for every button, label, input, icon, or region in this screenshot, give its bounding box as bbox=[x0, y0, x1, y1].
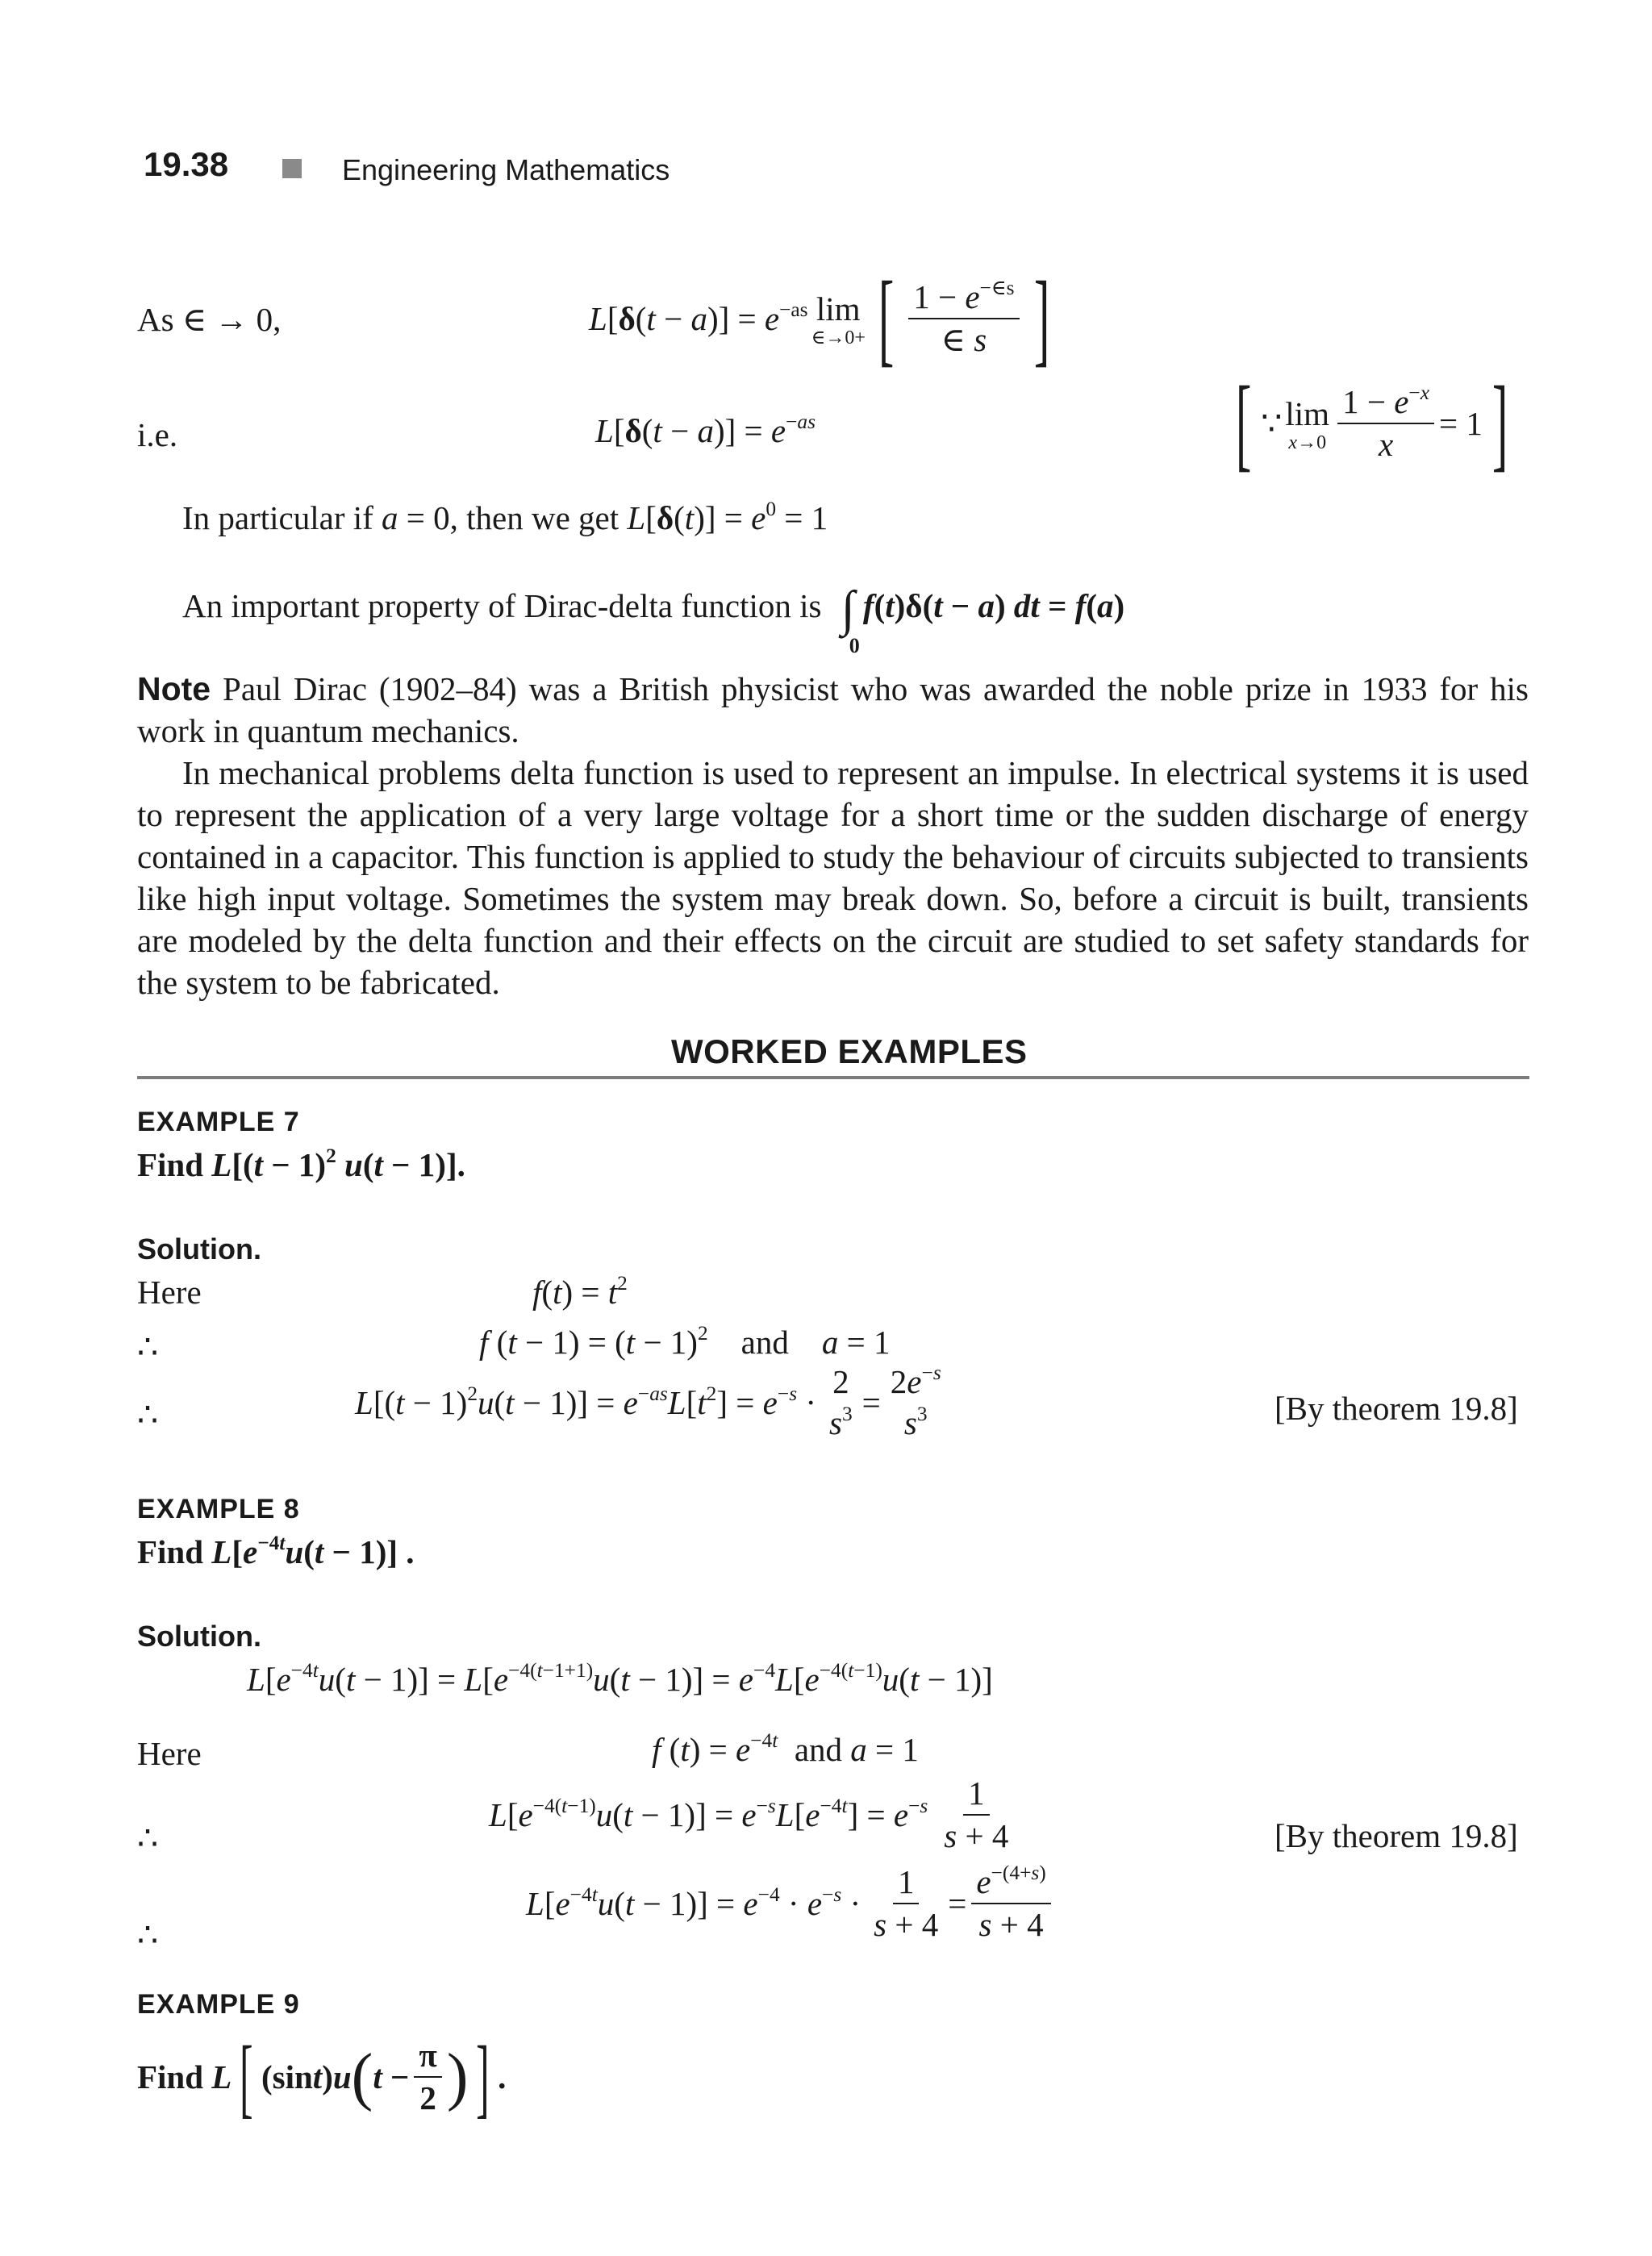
example-7-theorem-ref: [By theorem 19.8] bbox=[1274, 1390, 1518, 1427]
example-8-here: Here bbox=[137, 1735, 202, 1772]
example-8-ft: f $(t) = e^{-4t}$ and a = 1 bbox=[652, 1728, 919, 1768]
reason-bracket: [ ∵ lim x→0 $\frac{1 - e^{-x}}{x}$ = 1 ] bbox=[1235, 365, 1508, 482]
impulse-paragraph: In mechanical problems delta function is used to represent an impulse. In electrical systems it is used to represent the application of a very large voltage for a short time or the sudden discharge of energy contained in a capacitor. This function is applied to study the behaviour of circuits subjected to transients like high input voltage. Sometimes the system may break down. So, before a circuit is built, transients are modeled by the delta function and their effects on the circuit are studied to set safety standards for the system to be fabricated. bbox=[137, 754, 1529, 1001]
particular-case-line: In particular if a = 0, then we get $L[\delta(t)] = e^0 = 1$ bbox=[182, 497, 828, 536]
equation-laplace-delta-limit: $L[\delta(t - a)] = e^{-as}$ lim ∈→0+ [ $\frac{1 - e^{-\in s}}{\in s}$ ] bbox=[589, 261, 1049, 377]
property-line: An important property of Dirac-delta function is ∫ 0 f(t)δ(t − a) dt = f(a) bbox=[182, 582, 1125, 657]
ie-label: i.e. bbox=[137, 416, 178, 453]
example-8-result: $L[e^{-4t}u(t - 1)] = e^{-4} \cdot e^{-s}$ · $\frac{1}{s + 4}$ = $\frac{e^{-(4+s)}}{s + 4}$ bbox=[526, 1863, 1056, 1944]
example-7-heading: EXAMPLE 7 bbox=[137, 1107, 300, 1137]
book-title: Engineering Mathematics bbox=[342, 153, 670, 186]
example-9-statement: Find L [ (sint)u ( t − $\frac{\pi}{2}$ ) ] . bbox=[137, 2028, 507, 2126]
example-8-rewrite: $L[e^{-4t}u(t - 1)] = L[e^{-4(t-1+1)}u(t - 1)] = e^{-4}L[e^{-4(t-1)}u(t - 1)]$ bbox=[247, 1658, 993, 1698]
note-paragraph bbox=[137, 668, 1529, 752]
note-label: Note bbox=[137, 670, 211, 707]
example-7-ft: $f(t) = t^2$ bbox=[532, 1271, 628, 1311]
example-8-heading: EXAMPLE 8 bbox=[137, 1494, 300, 1524]
example-7-shift: f $(t - 1) = (t - 1)^2$ and a = 1 bbox=[479, 1321, 891, 1361]
example-7-here: Here bbox=[137, 1274, 202, 1311]
therefore-symbol: ∴ bbox=[137, 1396, 159, 1433]
therefore-symbol: ∴ bbox=[137, 1328, 159, 1366]
example-7-result: $L[(t - 1)^2u(t - 1)] = e^{-as}L[t^2] = e^{-s}$ · 2 $s^3$ = $2e^{-s}$ $s^3$ bbox=[355, 1361, 941, 1442]
example-8-shift-result: $L[e^{-4(t-1)}u(t - 1)] = e^{-s}L[e^{-4t}] = e^{-s}$ $\frac{1}{s + 4}$ bbox=[489, 1774, 1009, 1855]
example-7-solution-label: Solution. bbox=[137, 1232, 261, 1266]
note-text: Paul Dirac (1902–84) was a British physicist who was awarded the noble prize in 1933 for his work in quantum mechanics. bbox=[137, 670, 1529, 749]
therefore-symbol: ∴ bbox=[137, 1820, 159, 1857]
example-8-solution-label: Solution. bbox=[137, 1620, 261, 1653]
as-epsilon-label: As ∈ → 0, bbox=[137, 301, 282, 338]
example-7-statement: Find $L[(t - 1)^2$ u(t − 1)]. bbox=[137, 1144, 465, 1183]
section-title: WORKED EXAMPLES bbox=[671, 1032, 1028, 1070]
equation-laplace-delta-result: $L[\delta(t - a)] = e^{-as}$ bbox=[595, 410, 816, 449]
example-8-theorem-ref: [By theorem 19.8] bbox=[1274, 1817, 1518, 1854]
page-number: 19.38 bbox=[144, 145, 229, 183]
example-8-statement: Find $L[e^{-4t}u(t - 1)]$ . bbox=[137, 1531, 415, 1570]
section-divider bbox=[137, 1076, 1529, 1079]
header-square-icon bbox=[282, 159, 302, 178]
therefore-symbol: ∴ bbox=[137, 1916, 159, 1954]
example-9-heading: EXAMPLE 9 bbox=[137, 1989, 300, 2020]
